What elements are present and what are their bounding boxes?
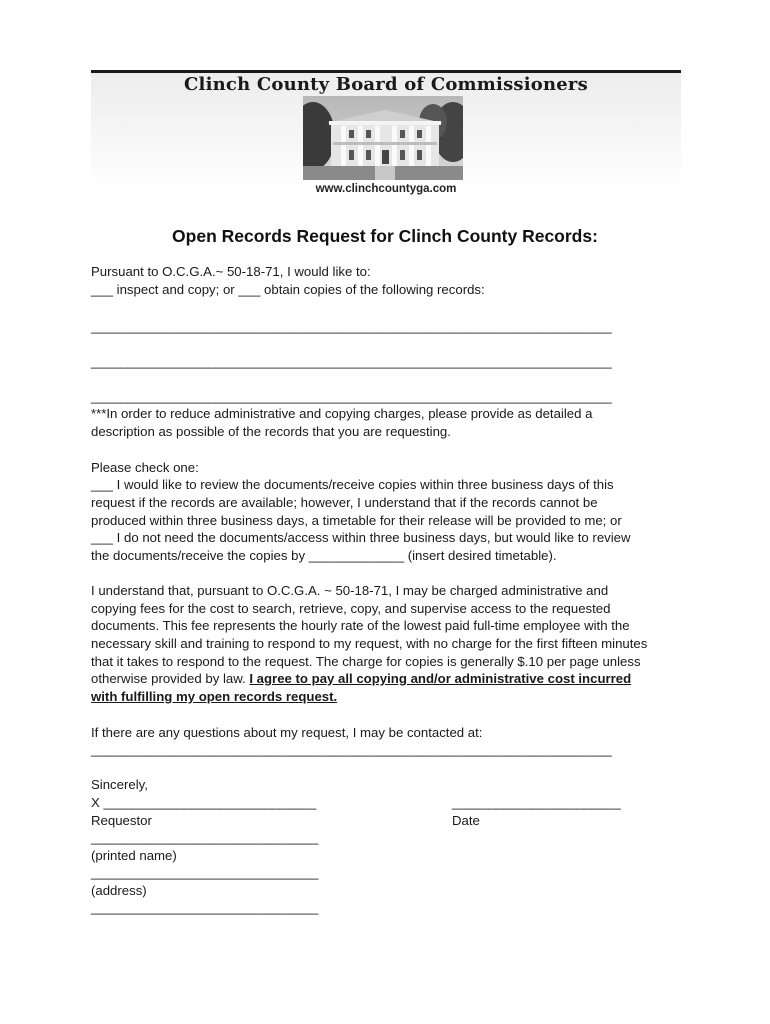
date-blank-line: _______________________ <box>452 795 621 810</box>
fee-line-5: that it takes to respond to the request. The charge for copies is generally $.10 per page unless <box>91 654 641 669</box>
address-blank-line: _______________________________ <box>91 865 319 880</box>
organization-title: Clinch County Board of Commissioners <box>184 74 588 95</box>
printed-name-blank-line: _______________________________ <box>91 830 319 845</box>
option-1-line-3: produced within three business days, a timetable for their release will be provided to me; or <box>91 513 622 528</box>
website-url: www.clinchcountyga.com <box>315 183 457 195</box>
fee-line-2: copying fees for the cost to search, retrieve, copy, and supervise access to the requested <box>91 601 611 616</box>
closing-sincerely: Sincerely, <box>91 777 148 792</box>
address-label: (address) <box>91 883 147 898</box>
document-title: Open Records Request for Clinch County Records: <box>172 226 598 246</box>
requestor-label: Requestor <box>91 813 152 828</box>
courthouse-photo <box>303 96 463 180</box>
fee-line-4: necessary skill and training to respond to my request, with no charge for the first fifteen minutes <box>91 636 648 651</box>
option-1-line-1: ___ I would like to review the documents/receive copies within three business days of this <box>91 477 614 492</box>
fee-line-1: I understand that, pursuant to O.C.G.A. ~ 50-18-71, I may be charged administrative and <box>91 583 609 598</box>
note-line-2: description as possible of the records that you are requesting. <box>91 424 451 439</box>
fee-line-3: documents. This fee represents the hourly rate of the lowest paid full-time employee with the <box>91 618 630 633</box>
contact-blank-line: _______________________________________________________________________ <box>91 742 612 757</box>
top-rule <box>91 70 681 73</box>
agreement-statement-end: with fulfilling my open records request. <box>91 689 338 704</box>
note-line-1: ***In order to reduce administrative and copying charges, please provide as detailed a <box>91 406 593 421</box>
fee-line-6-plain: otherwise provided by law. <box>91 671 250 686</box>
records-blank-line-1: _______________________________________________________________________ <box>91 319 612 334</box>
address-blank-line-2: _______________________________ <box>91 900 319 915</box>
intro-line-1: Pursuant to O.C.G.A.~ 50-18-71, I would like to: <box>91 264 371 279</box>
check-heading: Please check one: <box>91 460 199 475</box>
agreement-statement: I agree to pay all copying and/or administrative cost incurred <box>249 671 632 686</box>
signature-line: X _____________________________ <box>91 795 317 810</box>
option-2-line-1: ___ I do not need the documents/access within three business days, but would like to review <box>91 530 631 545</box>
date-label: Date <box>452 813 480 828</box>
option-2-line-2: the documents/receive the copies by _____________ (insert desired timetable). <box>91 548 557 563</box>
records-blank-line-2: _______________________________________________________________________ <box>91 354 612 369</box>
contact-line: If there are any questions about my request, I may be contacted at: <box>91 725 483 740</box>
option-1-line-2: request if the records are available; however, I understand that if the records cannot be <box>91 495 598 510</box>
letterhead <box>91 70 681 195</box>
printed-name-label: (printed name) <box>91 848 177 863</box>
records-blank-line-3: _______________________________________________________________________ <box>91 389 612 404</box>
fee-line-6 <box>91 670 631 688</box>
intro-line-2: ___ inspect and copy; or ___ obtain copies of the following records: <box>91 282 485 297</box>
